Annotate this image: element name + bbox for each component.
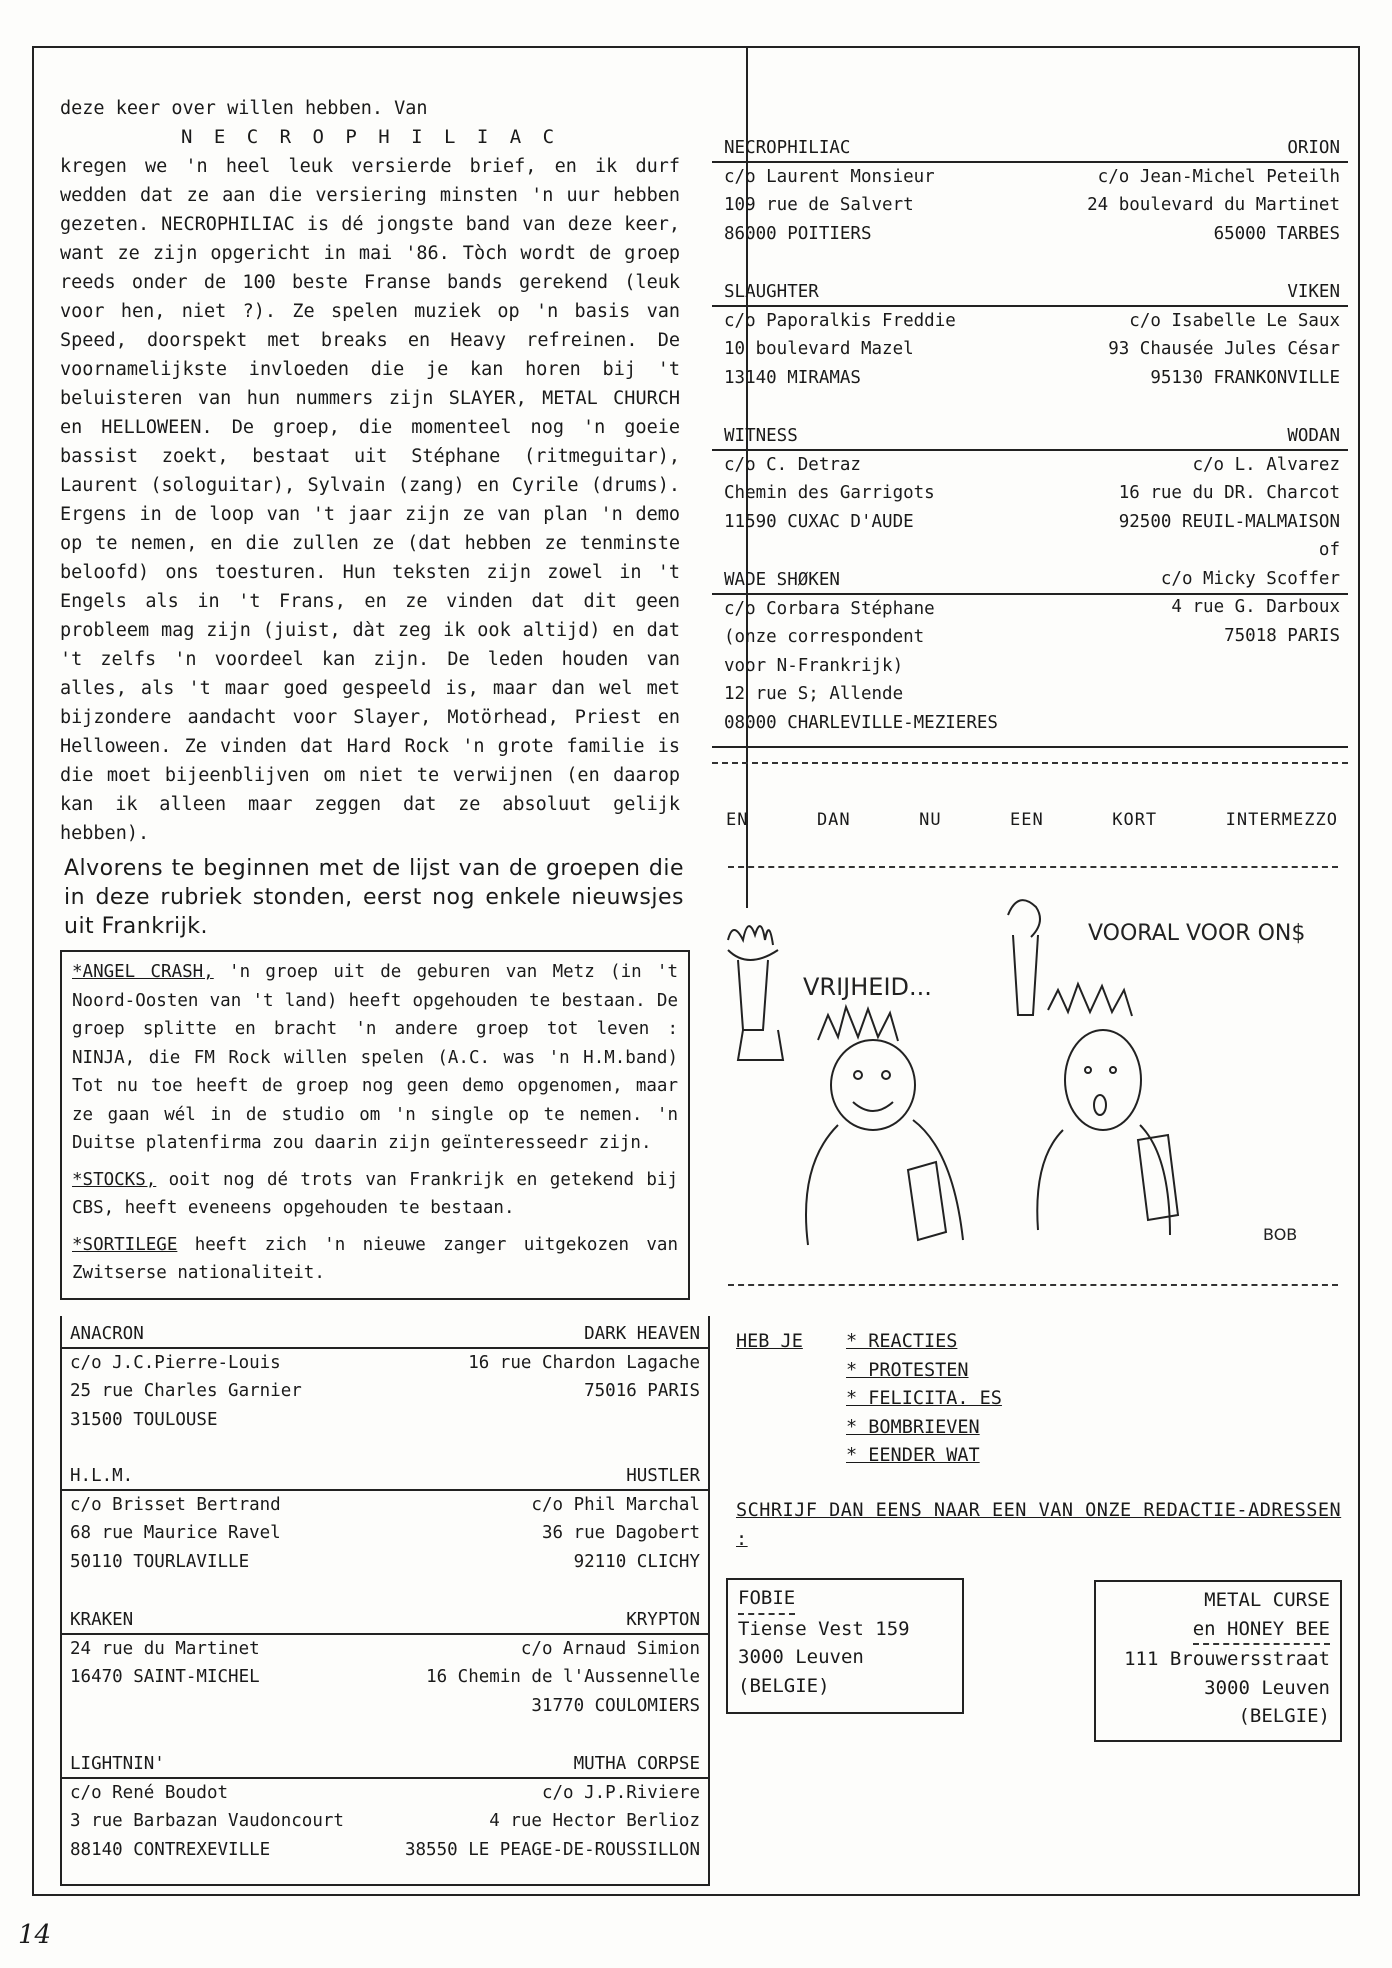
address-line: 16 rue du DR. Charcot bbox=[1118, 483, 1340, 503]
address-line: 16 Chemin de l'Aussennelle bbox=[426, 1667, 700, 1687]
address-list-upper bbox=[712, 128, 1348, 748]
news-band-name: *SORTILEGE bbox=[72, 1234, 178, 1255]
reacties-list bbox=[736, 1328, 1010, 1471]
address-entry bbox=[70, 1462, 281, 1576]
band-name: LIGHTNIN' bbox=[70, 1754, 165, 1774]
address-line: 93 Chausée Jules César bbox=[1108, 339, 1340, 359]
metal-title-2: en HONEY BEE bbox=[1193, 1615, 1330, 1646]
address-line: c/o J.C.Pierre-Louis bbox=[70, 1352, 281, 1373]
address-line: c/o René Boudot bbox=[70, 1782, 229, 1803]
band-name: MUTHA CORPSE bbox=[573, 1754, 700, 1774]
address-line: 16470 SAINT-MICHEL bbox=[70, 1667, 260, 1687]
band-heading: N E C R O P H I L I A C bbox=[180, 126, 560, 148]
address-entry bbox=[70, 1606, 260, 1692]
address-line: Chemin des Garrigots bbox=[724, 483, 935, 503]
address-line: c/o Brisset Bertrand bbox=[70, 1494, 281, 1515]
address-entry bbox=[468, 1320, 700, 1406]
address-line: 92500 REUIL-MALMAISON bbox=[1118, 511, 1340, 532]
intermezzo-word: KORT bbox=[1112, 810, 1158, 830]
address-line: 24 rue du Martinet bbox=[70, 1638, 260, 1659]
address-line: 31500 TOULOUSE bbox=[70, 1409, 218, 1430]
band-name: HUSTLER bbox=[626, 1466, 700, 1486]
intro-text: Alvorens te beginnen met de lijst van de groepen die in deze rubriek stonden, eerst nog enkele nieuwsjes uit Frankrijk. bbox=[64, 856, 684, 939]
address-line: 4 rue G. Darboux bbox=[1171, 597, 1340, 617]
address-entry bbox=[1119, 422, 1340, 650]
address-line: c/o Laurent Monsieur bbox=[724, 166, 935, 187]
intermezzo-word: EEN bbox=[1010, 810, 1044, 830]
intermezzo-word: DAN bbox=[816, 810, 851, 830]
metal-line: 3000 Leuven bbox=[1204, 1676, 1330, 1699]
address-line: (onze correspondent bbox=[724, 627, 925, 647]
band-name: SLAUGHTER bbox=[724, 282, 819, 302]
intermezzo-word: EN bbox=[726, 810, 749, 830]
address-box-metal-curse bbox=[1094, 1580, 1342, 1742]
address-line: 109 rue de Salvert bbox=[724, 195, 914, 215]
news-item bbox=[72, 1231, 678, 1288]
reacties-spacer bbox=[736, 1357, 846, 1386]
band-name: KRAKEN bbox=[70, 1610, 134, 1630]
article-paragraph-start: deze keer over willen hebben. Van bbox=[60, 98, 428, 119]
band-name: WADE SHØKEN bbox=[724, 570, 840, 590]
address-entry bbox=[1108, 278, 1340, 392]
cartoon-signature: BOB bbox=[1263, 1225, 1298, 1244]
fobie-line: Tiense Vest 159 bbox=[738, 1617, 910, 1640]
address-line: c/o J.P.Riviere bbox=[541, 1782, 700, 1803]
band-name: DARK HEAVEN bbox=[584, 1324, 700, 1344]
cartoon-caption-left: VRIJHEID... bbox=[803, 973, 932, 1001]
reacties-spacer bbox=[736, 1385, 846, 1414]
news-item bbox=[72, 958, 678, 1158]
address-line: 24 boulevard du Martinet bbox=[1087, 195, 1340, 215]
fobie-title: FOBIE bbox=[738, 1584, 795, 1615]
article-paragraph: kregen we 'n heel leuk versierde brief, en ik durf wedden dat ze aan die versiering minsten 'n uur hebben gezeten. NECROPHILIAC is dé jongste band van deze keer, want ze zijn opgericht in mai '86. Tòch wordt de groep reeds onder de 100 beste Franse bands gerekend (leuk voor hen, niet ?). Ze spelen muziek op 'n basis van Speed, doorspekt met breaks en Heavy refreinen. De voornamelijkste invloeden die je kan horen bij 't beluisteren van hun nummers zijn SLAYER, METAL CHURCH en HELLOWEEN. De groep, die momenteel nog 'n goeie bassist zoekt, bestaat uit Stéphane (ritmeguitar), Laurent (sologuitar), Sylvain (zang) en Cyrile (drums). Ergens in de loop van 't jaar zijn ze van plan 'n demo op te nemen, en die zullen ze (dat hebben ze tenminste beloofd) ons toesturen. Hun teksten zijn zowel in 't Engels als in 't Frans, en ze vinden dat dit geen probleem mag zijn (juist, dàt zeg ik ook altijd) en dat 't zelfs 'n voordeel kan zijn. De leden houden van alles, als 't maar goed gespeeld is, maar dan wel met bijzondere aandacht voor Slayer, Motörhead, Priest en Helloween. Ze vinden dat Hard Rock 'n grote familie is die moet bijeenblijven om niet te verwijnen (en daarop kan ik alleen maar zeggen dat ze absoluut gelijk hebben). bbox=[60, 156, 680, 844]
address-line: 38550 LE PEAGE-DE-ROUSSILLON bbox=[404, 1839, 700, 1860]
reacties-row bbox=[736, 1442, 1010, 1471]
address-line: c/o Paporalkis Freddie bbox=[724, 310, 956, 331]
address-line: c/o Isabelle Le Saux bbox=[1129, 310, 1340, 331]
news-text: heeft zich 'n nieuwe zanger uitgekozen van Zwitserse nationaliteit. bbox=[72, 1234, 678, 1283]
address-line: c/o Jean-Michel Peteilh bbox=[1097, 166, 1340, 187]
fobie-line: (BELGIE) bbox=[738, 1674, 830, 1697]
reacties-row bbox=[736, 1414, 1010, 1443]
address-entry bbox=[426, 1606, 700, 1720]
page-number: 14 bbox=[18, 1920, 52, 1950]
address-line: c/o C. Detraz bbox=[724, 454, 861, 475]
reacties-spacer bbox=[736, 1442, 846, 1471]
address-line: c/o Micky Scoffer bbox=[1160, 568, 1340, 589]
intermezzo-word: NU bbox=[919, 810, 942, 830]
address-entry bbox=[531, 1462, 700, 1576]
reacties-item: * FELICITA. ES bbox=[846, 1388, 1002, 1409]
reacties-row bbox=[736, 1357, 1010, 1386]
band-name: NECROPHILIAC bbox=[724, 138, 851, 158]
news-item bbox=[72, 1166, 678, 1223]
reacties-item: * PROTESTEN bbox=[846, 1359, 969, 1381]
news-text: 'n groep uit de geburen van Metz (in 't Noord-Oosten van 't land) heeft opgehouden te bestaan. De groep splitte en bracht 'n andere groep tot leven : NINJA, die FM Rock willen spelen (A.C. was 'n H.M.band) Tot nu toe heeft de groep nog geen demo opgenomen, maar ze gaan wél in de studio om 'n single op te nemen. 'n Duitse platenfirma zou daarin zijn geïnteresseedr zijn. bbox=[72, 962, 679, 1153]
band-name: ORION bbox=[1287, 138, 1340, 158]
address-line: 65000 TARBES bbox=[1213, 223, 1340, 244]
address-line: 50110 TOURLAVILLE bbox=[70, 1551, 250, 1572]
address-line: 4 rue Hector Berlioz bbox=[489, 1811, 700, 1831]
address-entry bbox=[724, 566, 998, 737]
address-entry bbox=[1087, 134, 1340, 248]
dashed-rule bbox=[712, 762, 1348, 764]
address-entry bbox=[724, 422, 935, 536]
metal-title-1: METAL CURSE bbox=[1204, 1589, 1330, 1611]
fobie-line: 3000 Leuven bbox=[738, 1646, 864, 1668]
metal-line: (BELGIE) bbox=[1238, 1705, 1330, 1727]
news-band-name: *ANGEL CRASH, bbox=[72, 962, 214, 982]
address-line: c/o Phil Marchal bbox=[531, 1494, 700, 1515]
address-line: 31770 COULOMIERS bbox=[531, 1695, 700, 1716]
address-line: c/o Corbara Stéphane bbox=[724, 598, 935, 619]
address-line: 11590 CUXAC D'AUDE bbox=[724, 511, 914, 532]
address-line: 25 rue Charles Garnier bbox=[70, 1381, 302, 1401]
address-box-fobie bbox=[726, 1578, 964, 1714]
address-entry bbox=[724, 134, 935, 248]
cartoon-illustration bbox=[708, 880, 1338, 1260]
reacties-row bbox=[736, 1328, 1010, 1357]
address-entry bbox=[724, 278, 956, 392]
intermezzo-line bbox=[726, 810, 1338, 830]
address-line: 08000 CHARLEVILLE-MEZIERES bbox=[724, 712, 998, 733]
band-name: WODAN bbox=[1287, 426, 1340, 446]
address-line: 75018 PARIS bbox=[1224, 625, 1340, 646]
band-name: KRYPTON bbox=[626, 1610, 700, 1630]
address-line: c/o Arnaud Simion bbox=[520, 1638, 700, 1659]
address-entry bbox=[70, 1750, 344, 1864]
band-name: WITNESS bbox=[724, 426, 798, 446]
dashed-rule bbox=[728, 866, 1338, 868]
address-line: 68 rue Maurice Ravel bbox=[70, 1523, 281, 1543]
address-line: 12 rue S; Allende bbox=[724, 684, 904, 704]
article-text bbox=[60, 94, 680, 848]
news-band-name: *STOCKS, bbox=[72, 1169, 157, 1190]
dashed-rule bbox=[728, 1284, 1338, 1286]
news-box bbox=[60, 950, 690, 1300]
address-line: c/o L. Alvarez bbox=[1192, 454, 1340, 475]
reacties-item: * BOMBRIEVEN bbox=[846, 1416, 980, 1438]
address-line: 16 rue Chardon Lagache bbox=[468, 1352, 700, 1373]
intermezzo-word: INTERMEZZO bbox=[1225, 810, 1338, 830]
address-line: voor N-Frankrijk) bbox=[724, 655, 904, 676]
address-line: 3 rue Barbazan Vaudoncourt bbox=[70, 1811, 344, 1831]
reacties-item: * REACTIES bbox=[846, 1331, 958, 1352]
news-text: ooit nog dé trots van Frankrijk en getekend bij CBS, heeft eveneens opgehouden te bestaan. bbox=[72, 1169, 678, 1218]
address-line: 88140 CONTREXEVILLE bbox=[70, 1839, 271, 1860]
address-list-lower bbox=[60, 1316, 710, 1886]
cartoon-caption-right: VOORAL VOOR ON$ bbox=[1088, 921, 1306, 946]
address-line: 36 rue Dagobert bbox=[541, 1523, 700, 1543]
address-line: 75016 PARIS bbox=[584, 1381, 700, 1401]
address-line: of bbox=[1318, 540, 1340, 560]
address-line: 92110 CLICHY bbox=[573, 1551, 700, 1572]
reacties-spacer bbox=[736, 1414, 846, 1443]
band-name: ANACRON bbox=[70, 1324, 144, 1344]
band-name: VIKEN bbox=[1287, 282, 1340, 302]
schrijf-text: SCHRIJF DAN EENS NAAR EEN VAN ONZE REDACTIE-ADRESSEN : bbox=[736, 1500, 1342, 1550]
reacties-row bbox=[736, 1385, 1010, 1414]
band-name: H.L.M. bbox=[70, 1466, 134, 1486]
reacties-label: HEB JE bbox=[736, 1331, 803, 1352]
reacties-item: * EENDER WAT bbox=[846, 1445, 980, 1466]
address-line: 86000 POITIERS bbox=[724, 223, 872, 244]
address-entry bbox=[405, 1750, 700, 1864]
address-line: 95130 FRANKONVILLE bbox=[1150, 367, 1340, 388]
address-line: 10 boulevard Mazel bbox=[724, 339, 914, 359]
metal-line: 111 Brouwersstraat bbox=[1124, 1648, 1330, 1670]
address-entry bbox=[70, 1320, 302, 1434]
address-line: 13140 MIRAMAS bbox=[724, 367, 861, 388]
